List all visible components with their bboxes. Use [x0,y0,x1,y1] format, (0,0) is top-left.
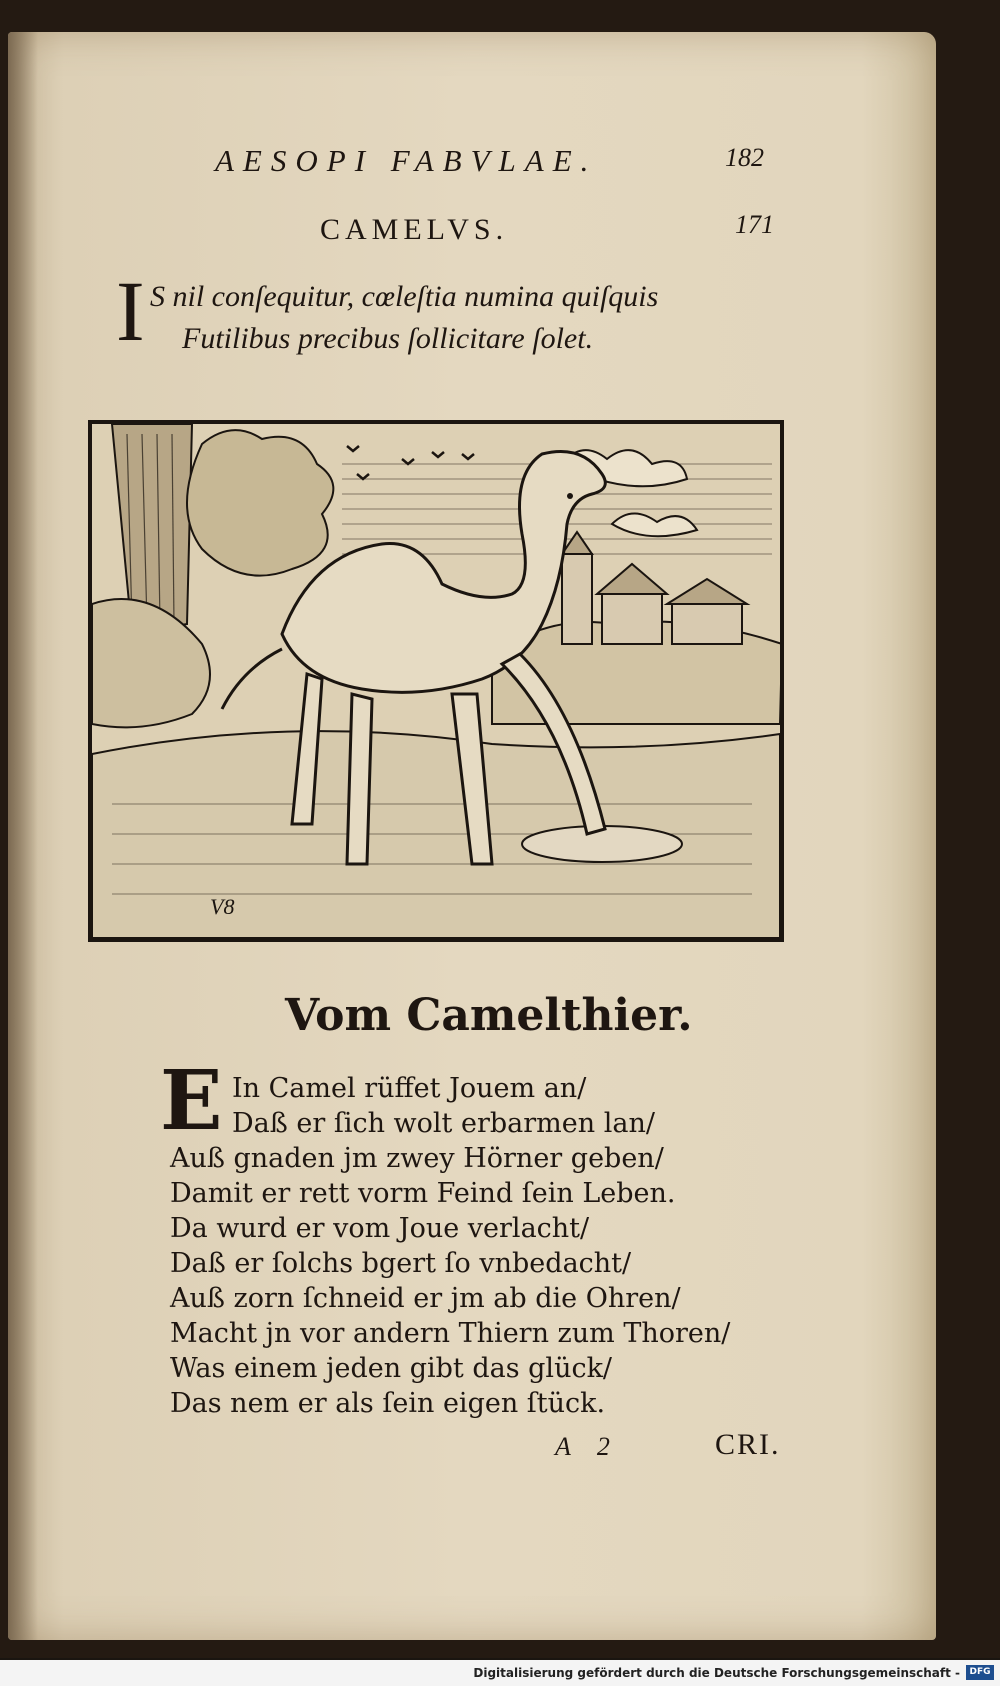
woodcut-monogram: V8 [210,894,235,919]
german-verse-line-8: Macht jn vor andern Thiern zum Thoren/ [170,1318,731,1349]
german-verse-line-9: Was einem jeden gibt das glück/ [170,1353,613,1384]
german-verse-line-1: In Camel rüffet Jouem an/ [232,1073,587,1104]
latin-verse-line-1: S nil conſequitur, cœleſtia numina quiſquis [150,280,659,313]
german-verse-line-4: Damit er rett vorm Feind ſein Leben. [170,1178,676,1209]
german-initial: E [160,1053,223,1149]
german-verse-line-6: Daß er ſolchs bgert ſo vnbedacht/ [170,1248,632,1279]
funding-credit: Digitalisierung gefördert durch die Deutsche Forschungsgemeinschaft - [473,1666,960,1680]
german-verse-line-3: Auß gnaden jm zwey Hörner geben/ [170,1143,664,1174]
german-title: Vom Camelthier. [285,990,693,1041]
folio-number-secondary: 171 [735,210,774,239]
latin-initial: I [116,263,145,359]
latin-verse-line-2: Futilibus precibus ſollicitare ſolet. [182,322,594,355]
footer-bar [0,1660,1000,1686]
german-verse-line-10: Das nem er als ſein eigen ſtück. [170,1388,606,1419]
german-verse-line-2: Daß er ſich wolt erbarmen lan/ [232,1108,655,1139]
dfg-logo: DFG [966,1665,994,1680]
german-verse-line-5: Da wurd er vom Joue verlacht/ [170,1213,590,1244]
running-title: AESOPI FABVLAE. [215,143,598,178]
chapter-title: CAMELVS. [320,213,509,246]
woodcut-illustration-camel [88,420,784,942]
folio-number: 182 [725,143,764,172]
signature-mark: A 2 [555,1432,610,1461]
german-verse-line-7: Auß zorn ſchneid er jm ab die Ohren/ [170,1283,681,1314]
woodcut-image [92,424,780,938]
page-gutter [8,32,38,1640]
catchword: CRI. [715,1428,781,1461]
